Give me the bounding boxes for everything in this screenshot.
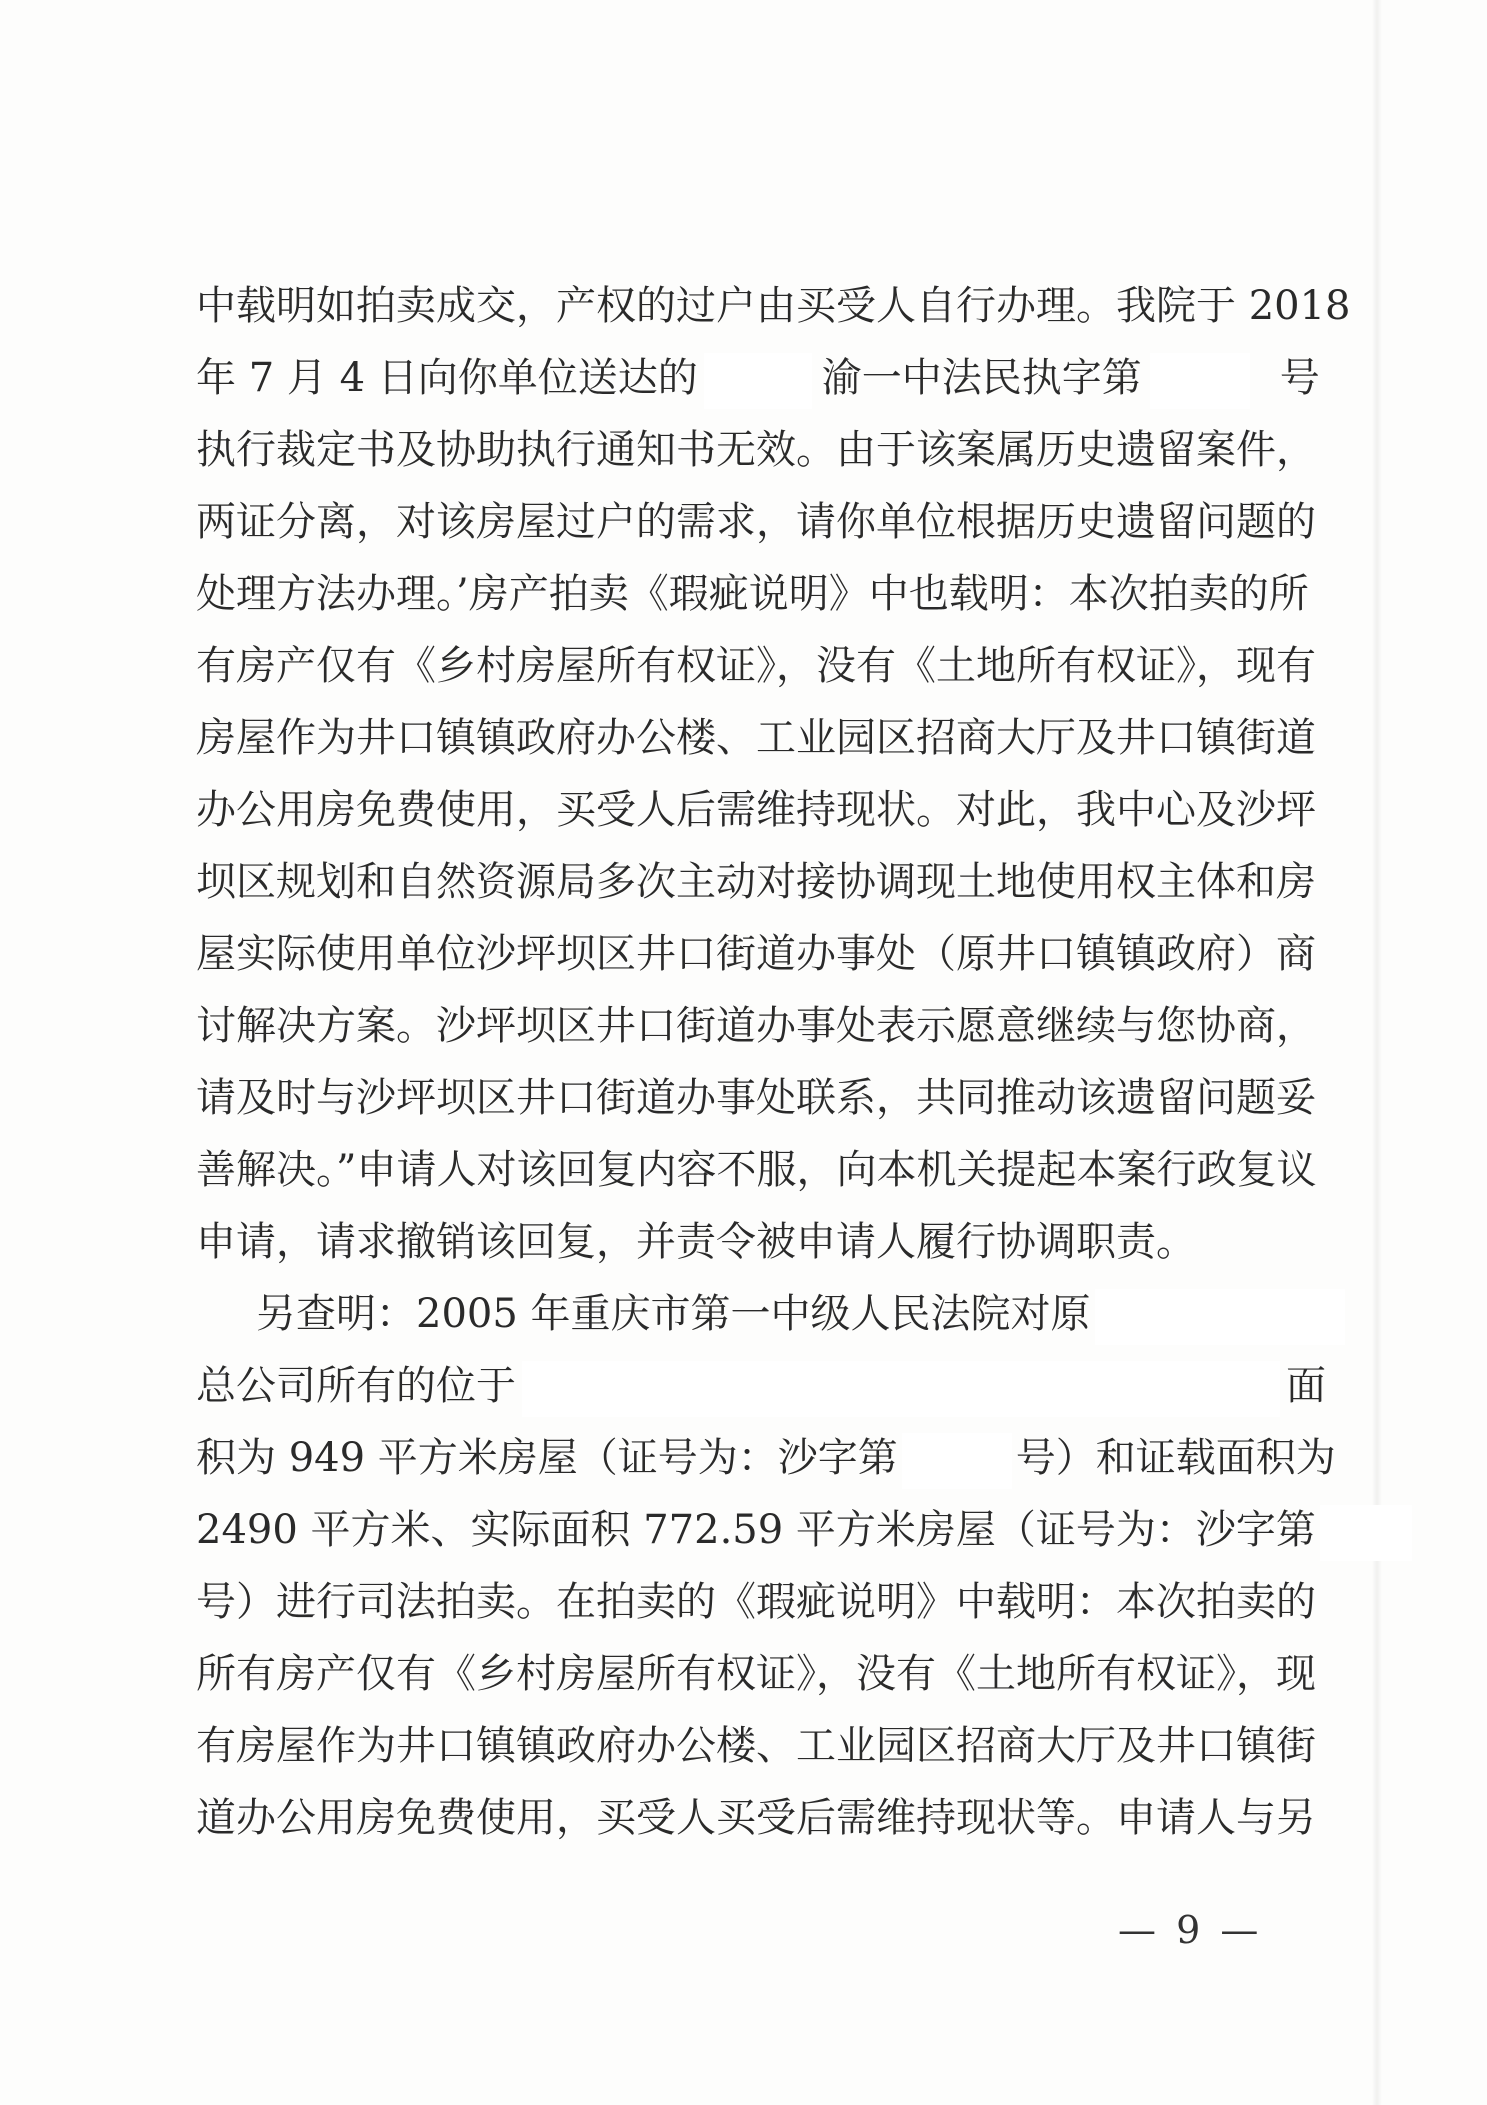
text-line: 执行裁定书及协助执行通知书无效。由于该案属历史遗留案件，: [196, 427, 1316, 473]
text-line: 年 7 月 4 日向你单位送达的 渝一中法民执字第 号: [196, 342, 1286, 414]
page-fold-shadow: [1372, 0, 1382, 2105]
text-line: 有房屋作为井口镇镇政府办公楼、工业园区招商大厅及井口镇街: [196, 1723, 1316, 1769]
text-line: 两证分离，对该房屋过户的需求，请你单位根据历史遗留问题的: [196, 499, 1316, 545]
text-line: 积为 949 平方米房屋（证号为：沙字第 号）和证载面积为: [196, 1422, 1286, 1494]
text-line: 道办公用房免费使用，买受人买受后需维持现状等。申请人与另: [196, 1795, 1316, 1841]
text-line: 所有房产仅有《乡村房屋所有权证》，没有《土地所有权证》，现: [196, 1651, 1316, 1697]
text-line: 房屋作为井口镇镇政府办公楼、工业园区招商大厅及井口镇街道: [196, 715, 1316, 761]
redaction-box: [1320, 1505, 1412, 1561]
text-line: 另查明：2005 年重庆市第一中级人民法院对原: [196, 1278, 1286, 1350]
redaction-box: [902, 1433, 1012, 1489]
text-line: 坝区规划和自然资源局多次主动对接协调现土地使用权主体和房: [196, 859, 1316, 905]
text-line: 屋实际使用单位沙坪坝区井口街道办事处（原井口镇镇政府）商: [196, 931, 1316, 977]
text-line: 申请，请求撤销该回复，并责令被申请人履行协调职责。: [196, 1219, 1196, 1265]
text-line: 有房产仅有《乡村房屋所有权证》，没有《土地所有权证》，现有: [196, 643, 1316, 689]
text-line: 办公用房免费使用，买受人后需维持现状。对此，我中心及沙坪: [196, 787, 1316, 833]
body-text: [196, 270, 1351, 1854]
redaction-box: [1150, 353, 1250, 409]
text-line: 中载明如拍卖成交，产权的过户由买受人自行办理。我院于 2018: [196, 283, 1351, 329]
redaction-box: [522, 1361, 1280, 1417]
redaction-box: [1095, 1289, 1345, 1345]
text-line: 号）进行司法拍卖。在拍卖的《瑕疵说明》中载明：本次拍卖的: [196, 1579, 1316, 1625]
redaction-box: [704, 353, 812, 409]
page-number: — 9 —: [1118, 1908, 1263, 1952]
text-line: 请及时与沙坪坝区井口街道办事处联系，共同推动该遗留问题妥: [196, 1075, 1316, 1121]
text-line: 处理方法办理。’房产拍卖《瑕疵说明》中也载明：本次拍卖的所: [196, 571, 1309, 617]
text-line: 总公司所有的位于 面: [196, 1350, 1286, 1422]
text-line: 2490 平方米、实际面积 772.59 平方米房屋（证号为：沙字第: [196, 1494, 1286, 1566]
text-line: 讨解决方案。沙坪坝区井口街道办事处表示愿意继续与您协商，: [196, 1003, 1316, 1049]
text-line: 善解决。”申请人对该回复内容不服，向本机关提起本案行政复议: [196, 1147, 1317, 1193]
